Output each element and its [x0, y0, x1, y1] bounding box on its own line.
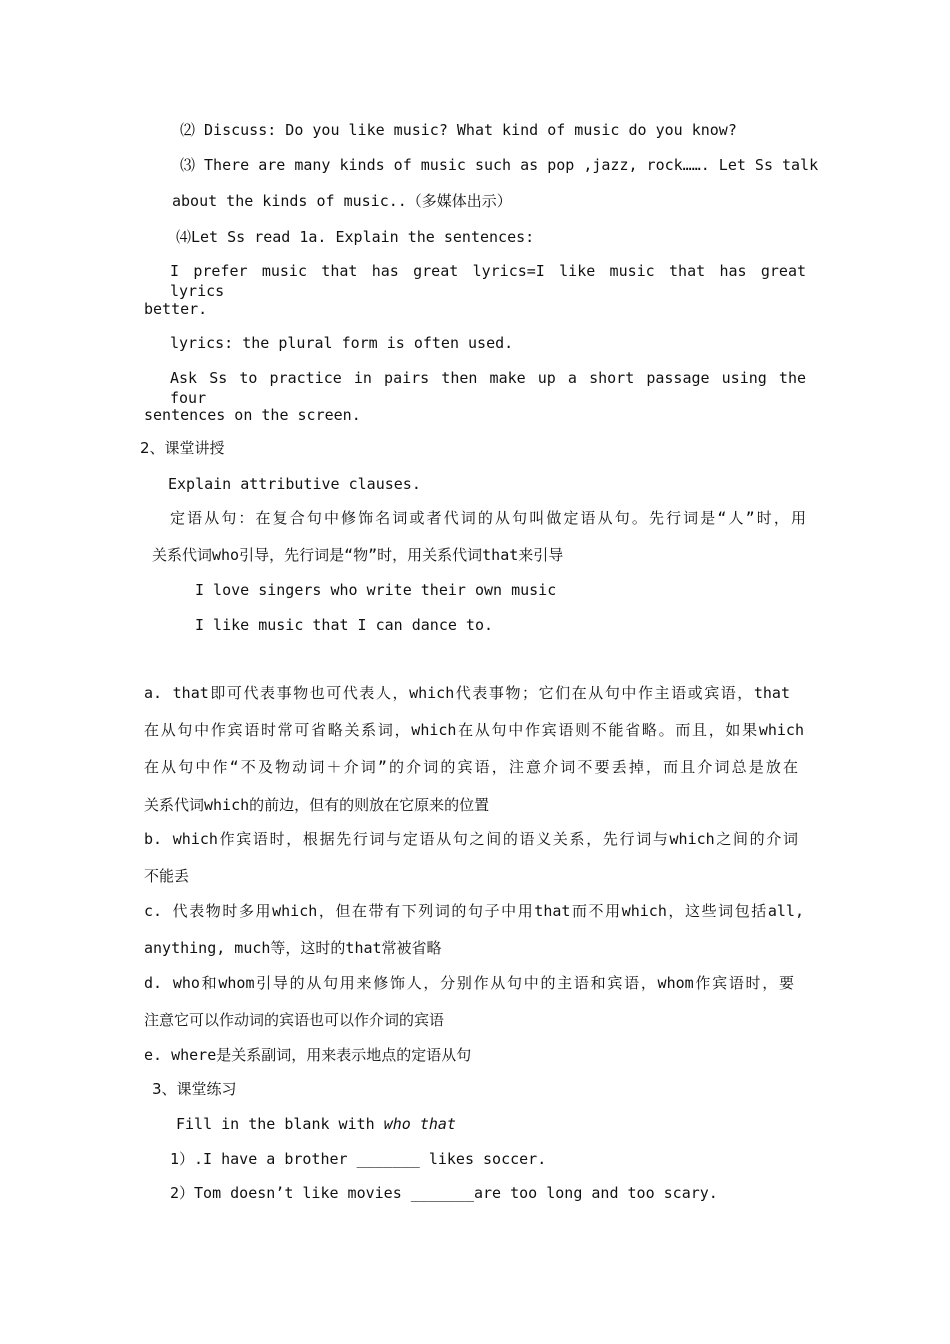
example-1: I love singers who write their own music	[195, 581, 557, 599]
explain-line: Explain attributive clauses.	[168, 475, 421, 493]
note-a-line-2: 在从句中作宾语时常可省略关系词，which在从句中作宾语则不能省略。而且，如果which	[144, 721, 804, 739]
intro-line-1: ⑵ Discuss: Do you like music? What kind of music do you know?	[180, 121, 737, 139]
definition-line-1: 定语从句：在复合句中修饰名词或者代词的从句叫做定语从句。先行词是“人”时，用	[170, 509, 806, 527]
note-a-line-3: 在从句中作“不及物动词＋介词”的介词的宾语，注意介词不要丢掉，而且介词总是放在	[144, 758, 798, 776]
note-c-line-2: anything, much等，这时的that常被省略	[144, 939, 442, 957]
note-b-line-1: b. which作宾语时，根据先行词与定语从句之间的语义关系，先行词与which之间的介词	[144, 830, 798, 848]
section-2-heading: 2、课堂讲授	[140, 439, 225, 457]
note-e-line-1: e. where是关系副词，用来表示地点的定语从句	[144, 1046, 472, 1064]
intro-line-4: ⑷Let Ss read 1a. Explain the sentences:	[176, 228, 535, 246]
note-a-line-1: a. that即可代表事物也可代表人，which代表事物；它们在从句中作主语或宾语，that	[144, 684, 790, 702]
note-a-line-4: 关系代词which的前边，但有的则放在它原来的位置	[144, 796, 490, 814]
note-c-line-1: c. 代表物时多用which，但在带有下列词的句子中用that而不用which，这些词包括all,	[144, 902, 804, 920]
intro-line-2: ⑶ There are many kinds of music such as pop ,jazz, rock……. Let Ss talk	[180, 156, 819, 174]
note-b-line-2: 不能丢	[144, 867, 190, 885]
note-d-line-1: d. who和whom引导的从句用来修饰人，分别作从句中的主语和宾语，whom作宾语时，要	[144, 974, 794, 992]
example-2: I like music that I can dance to.	[195, 616, 494, 634]
intro-line-6: better.	[144, 300, 208, 318]
exercise-question-1: 1）.I have a brother _______ likes soccer.	[170, 1150, 547, 1168]
intro-line-5: I prefer music that has great lyrics=I like music that has great lyrics	[170, 262, 806, 300]
definition-line-2: 关系代词who引导，先行词是“物”时，用关系代词that来引导	[152, 546, 564, 564]
instruction-words: who that	[383, 1115, 456, 1133]
exercise-question-2: 2）Tom doesn’t like movies _______are too long and too scary.	[170, 1184, 718, 1202]
instruction-text: Fill in the blank with	[176, 1115, 384, 1133]
intro-line-9: sentences on the screen.	[144, 406, 361, 424]
exercise-instruction	[176, 1114, 456, 1134]
note-d-line-2: 注意它可以作动词的宾语也可以作介词的宾语	[144, 1011, 445, 1029]
intro-line-7: lyrics: the plural form is often used.	[170, 334, 514, 352]
section-3-heading: 3、课堂练习	[152, 1080, 237, 1098]
intro-line-8: Ask Ss to practice in pairs then make up a short passage using the four	[170, 369, 806, 407]
intro-line-3: about the kinds of music..（多媒体出示）	[172, 192, 512, 210]
